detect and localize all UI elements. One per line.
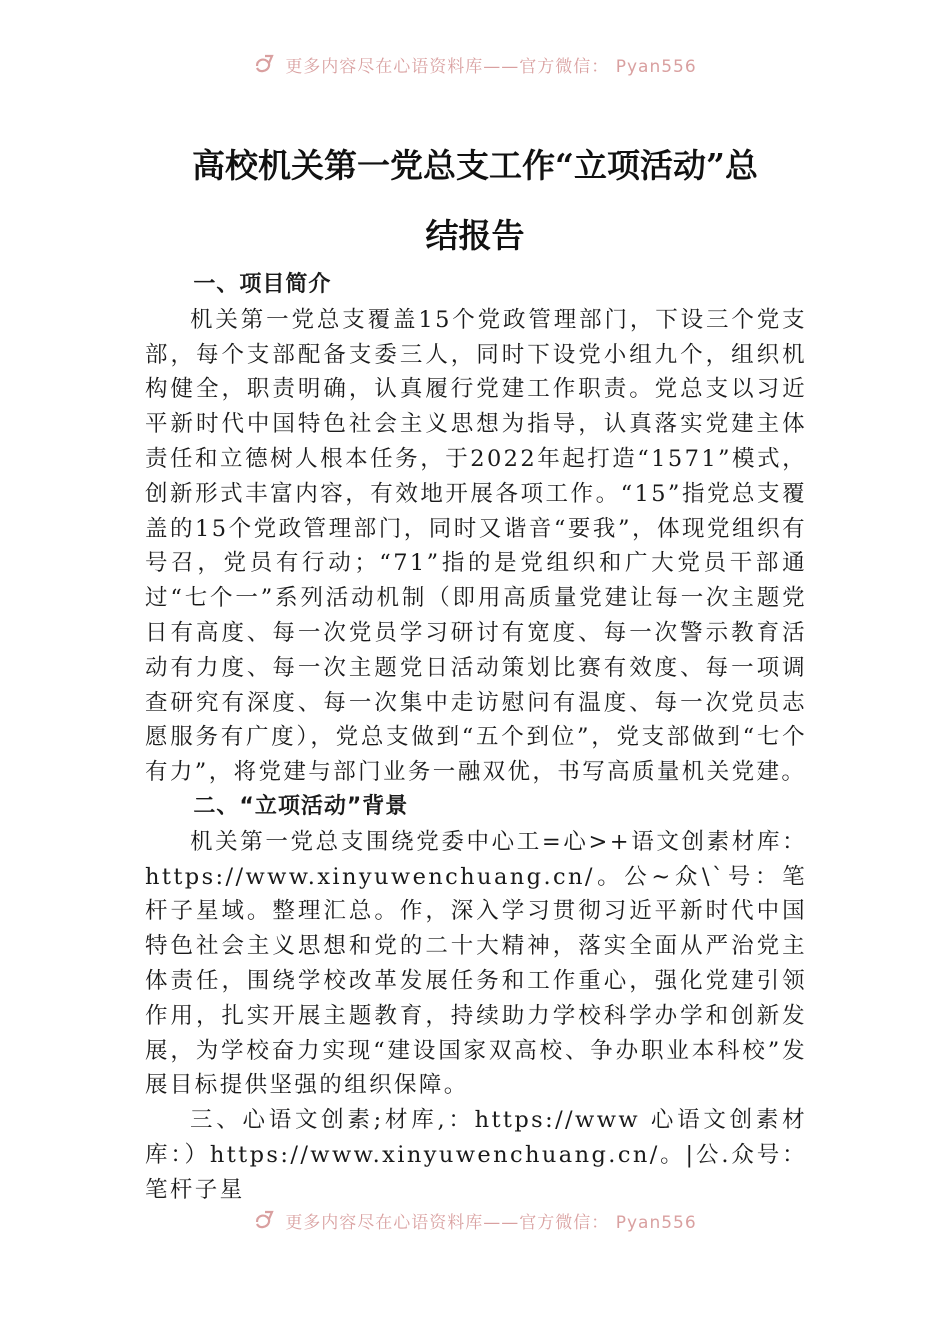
watermark-logo-icon bbox=[253, 52, 277, 76]
document-title-line-2: 结报告 bbox=[425, 216, 525, 255]
watermark-text: 更多内容尽在心语资料库——官方微信： Pyan556 bbox=[285, 57, 697, 77]
footer-watermark bbox=[0, 1208, 950, 1238]
watermark-text: 更多内容尽在心语资料库——官方微信： Pyan556 bbox=[285, 1213, 697, 1233]
paragraph-background: 机关第一党总支围绕党委中心工=心>+语文创素材库：https://www.xinyuwenchuang.cn/。公~众\`号：笔杆子星域。整理汇总。作，深入学习贯彻习近平新时代中国特色社会主义思想和党的二十大精神，落实全面从严治党主体责任，围绕学校改革发展任务和工作重心，强化党建引领作用，扎实开展主题教育，持续助力学校科学办学和创新发展，为学校奋力实现“建设国家双高校、争办职业本科校”发展目标提供坚强的组织保障。 bbox=[145, 828, 807, 1099]
paragraph-section-three: 三、心语文创素;材库,：https://www 心语文创素材库：）https://www.xinyuwenchuang.cn/。|公.众号：笔杆子星 bbox=[145, 1107, 807, 1203]
section-heading-intro: 一、项目简介 bbox=[193, 272, 332, 297]
watermark-logo-icon bbox=[253, 1208, 277, 1232]
document-title-line-1: 高校机关第一党总支工作“立项活动”总 bbox=[192, 146, 758, 185]
section-heading-background: 二、“立项活动”背景 bbox=[193, 793, 409, 819]
paragraph-intro: 机关第一党总支覆盖15个党政管理部门，下设三个党支部，每个支部配备支委三人，同时下设党小组九个，组织机构健全，职责明确，认真履行党建工作职责。党总支以习近平新时代中国特色社会主义思想为指导，认真落实党建主体责任和立德树人根本任务，于2022年起打造“1571”模式，创新形式丰富内容，有效地开展各项工作。“15”指党总支覆盖的15个党政管理部门，同时又谐音“要我”，体现党组织有号召，党员有行动；“71”指的是党组织和广大党员干部通过“七个一”系列活动机制（即用高质量党建让每一次主题党日有高度、每一次党员学习研讨有宽度、每一次警示教育活动有力度、每一次主题党日活动策划比赛有效度、每一项调查研究有深度、每一次集中走访慰问有温度、每一次党员志愿服务有广度），党总支做到“五个到位”，党支部做到“七个有力”，将党建与部门业务一融双优，书写高质量机关党建。 bbox=[145, 306, 807, 786]
document-body bbox=[145, 268, 807, 1208]
header-watermark bbox=[0, 52, 950, 86]
